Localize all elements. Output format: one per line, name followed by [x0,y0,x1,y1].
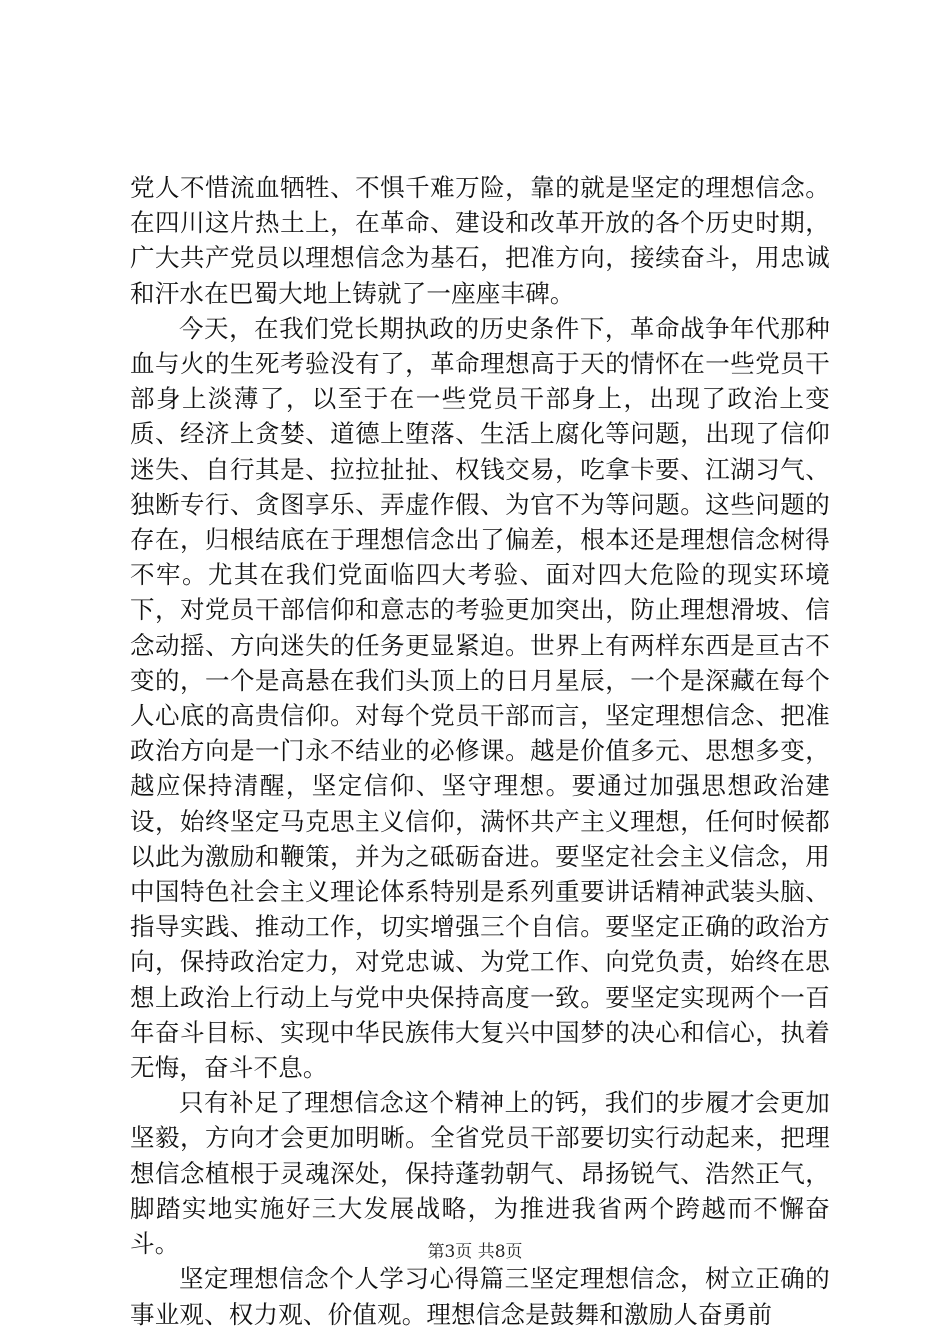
paragraph-today: 今天，在我们党长期执政的历史条件下，革命战争年代那种血与火的生死考验没有了，革命理想高于天的情怀在一些党员干部身上淡薄了，以至于在一些党员干部身上，出现了政治上变质、经济上贪婪、道德上堕落、生活上腐化等问题，出现了信仰迷失、自行其是、拉拉扯扯、权钱交易，吃拿卡要、江湖习气、独断专行、贪图享乐、弄虚作假、为官不为等问题。这些问题的存在，归根结底在于理想信念出了偏差，根本还是理想信念树得不牢。尤其在我们党面临四大考验、面对四大危险的现实环境下，对党员干部信仰和意志的考验更加突出，防止理想滑坡、信念动摇、方向迷失的任务更显紧迫。世界上有两样东西是亘古不变的，一个是高悬在我们头顶上的日月星辰，一个是深藏在每个人心底的高贵信仰。对每个党员干部而言，坚定理想信念、把准政治方向是一门永不结业的必修课。越是价值多元、思想多变，越应保持清醒，坚定信仰、坚守理想。要通过加强思想政治建设，始终坚定马克思主义信仰，满怀共产主义理想，任何时候都以此为激励和鞭策，并为之砥砺奋进。要坚定社会主义信念，用中国特色社会主义理论体系特别是系列重要讲话精神武装头脑、指导实践、推动工作，切实增强三个自信。要坚定正确的政治方向，保持政治定力，对党忠诚、为党工作、向党负责，始终在思想上政治上行动上与党中央保持高度一致。要坚定实现两个一百年奋斗目标、实现中华民族伟大复兴中国梦的决心和信心，执着无悔，奋斗不息。 [130,313,830,1083]
paragraph-part-three: 坚定理想信念个人学习心得篇三坚定理想信念，树立正确的事业观、权力观、价值观。理想信念是鼓舞和激励人奋勇前 [130,1264,830,1329]
paragraph-continuation: 党人不惜流血牺牲、不惧千难万险，靠的就是坚定的理想信念。在四川这片热土上，在革命、建设和改革开放的各个历史时期，广大共产党员以理想信念为基石，把准方向，接续奋斗，用忠诚和汗水在巴蜀大地上铸就了一座座丰碑。 [130,173,830,308]
paragraph-calcium: 只有补足了理想信念这个精神上的钙，我们的步履才会更加坚毅，方向才会更加明晰。全省党员干部要切实行动起来，把理想信念植根于灵魂深处，保持蓬勃朝气、昂扬锐气、浩然正气，脚踏实地实施好三大发展战略，为推进我省两个跨越而不懈奋斗。 [130,1088,830,1259]
page-footer: 第3页 共8页 [427,1242,523,1262]
body-text [130,170,830,1332]
